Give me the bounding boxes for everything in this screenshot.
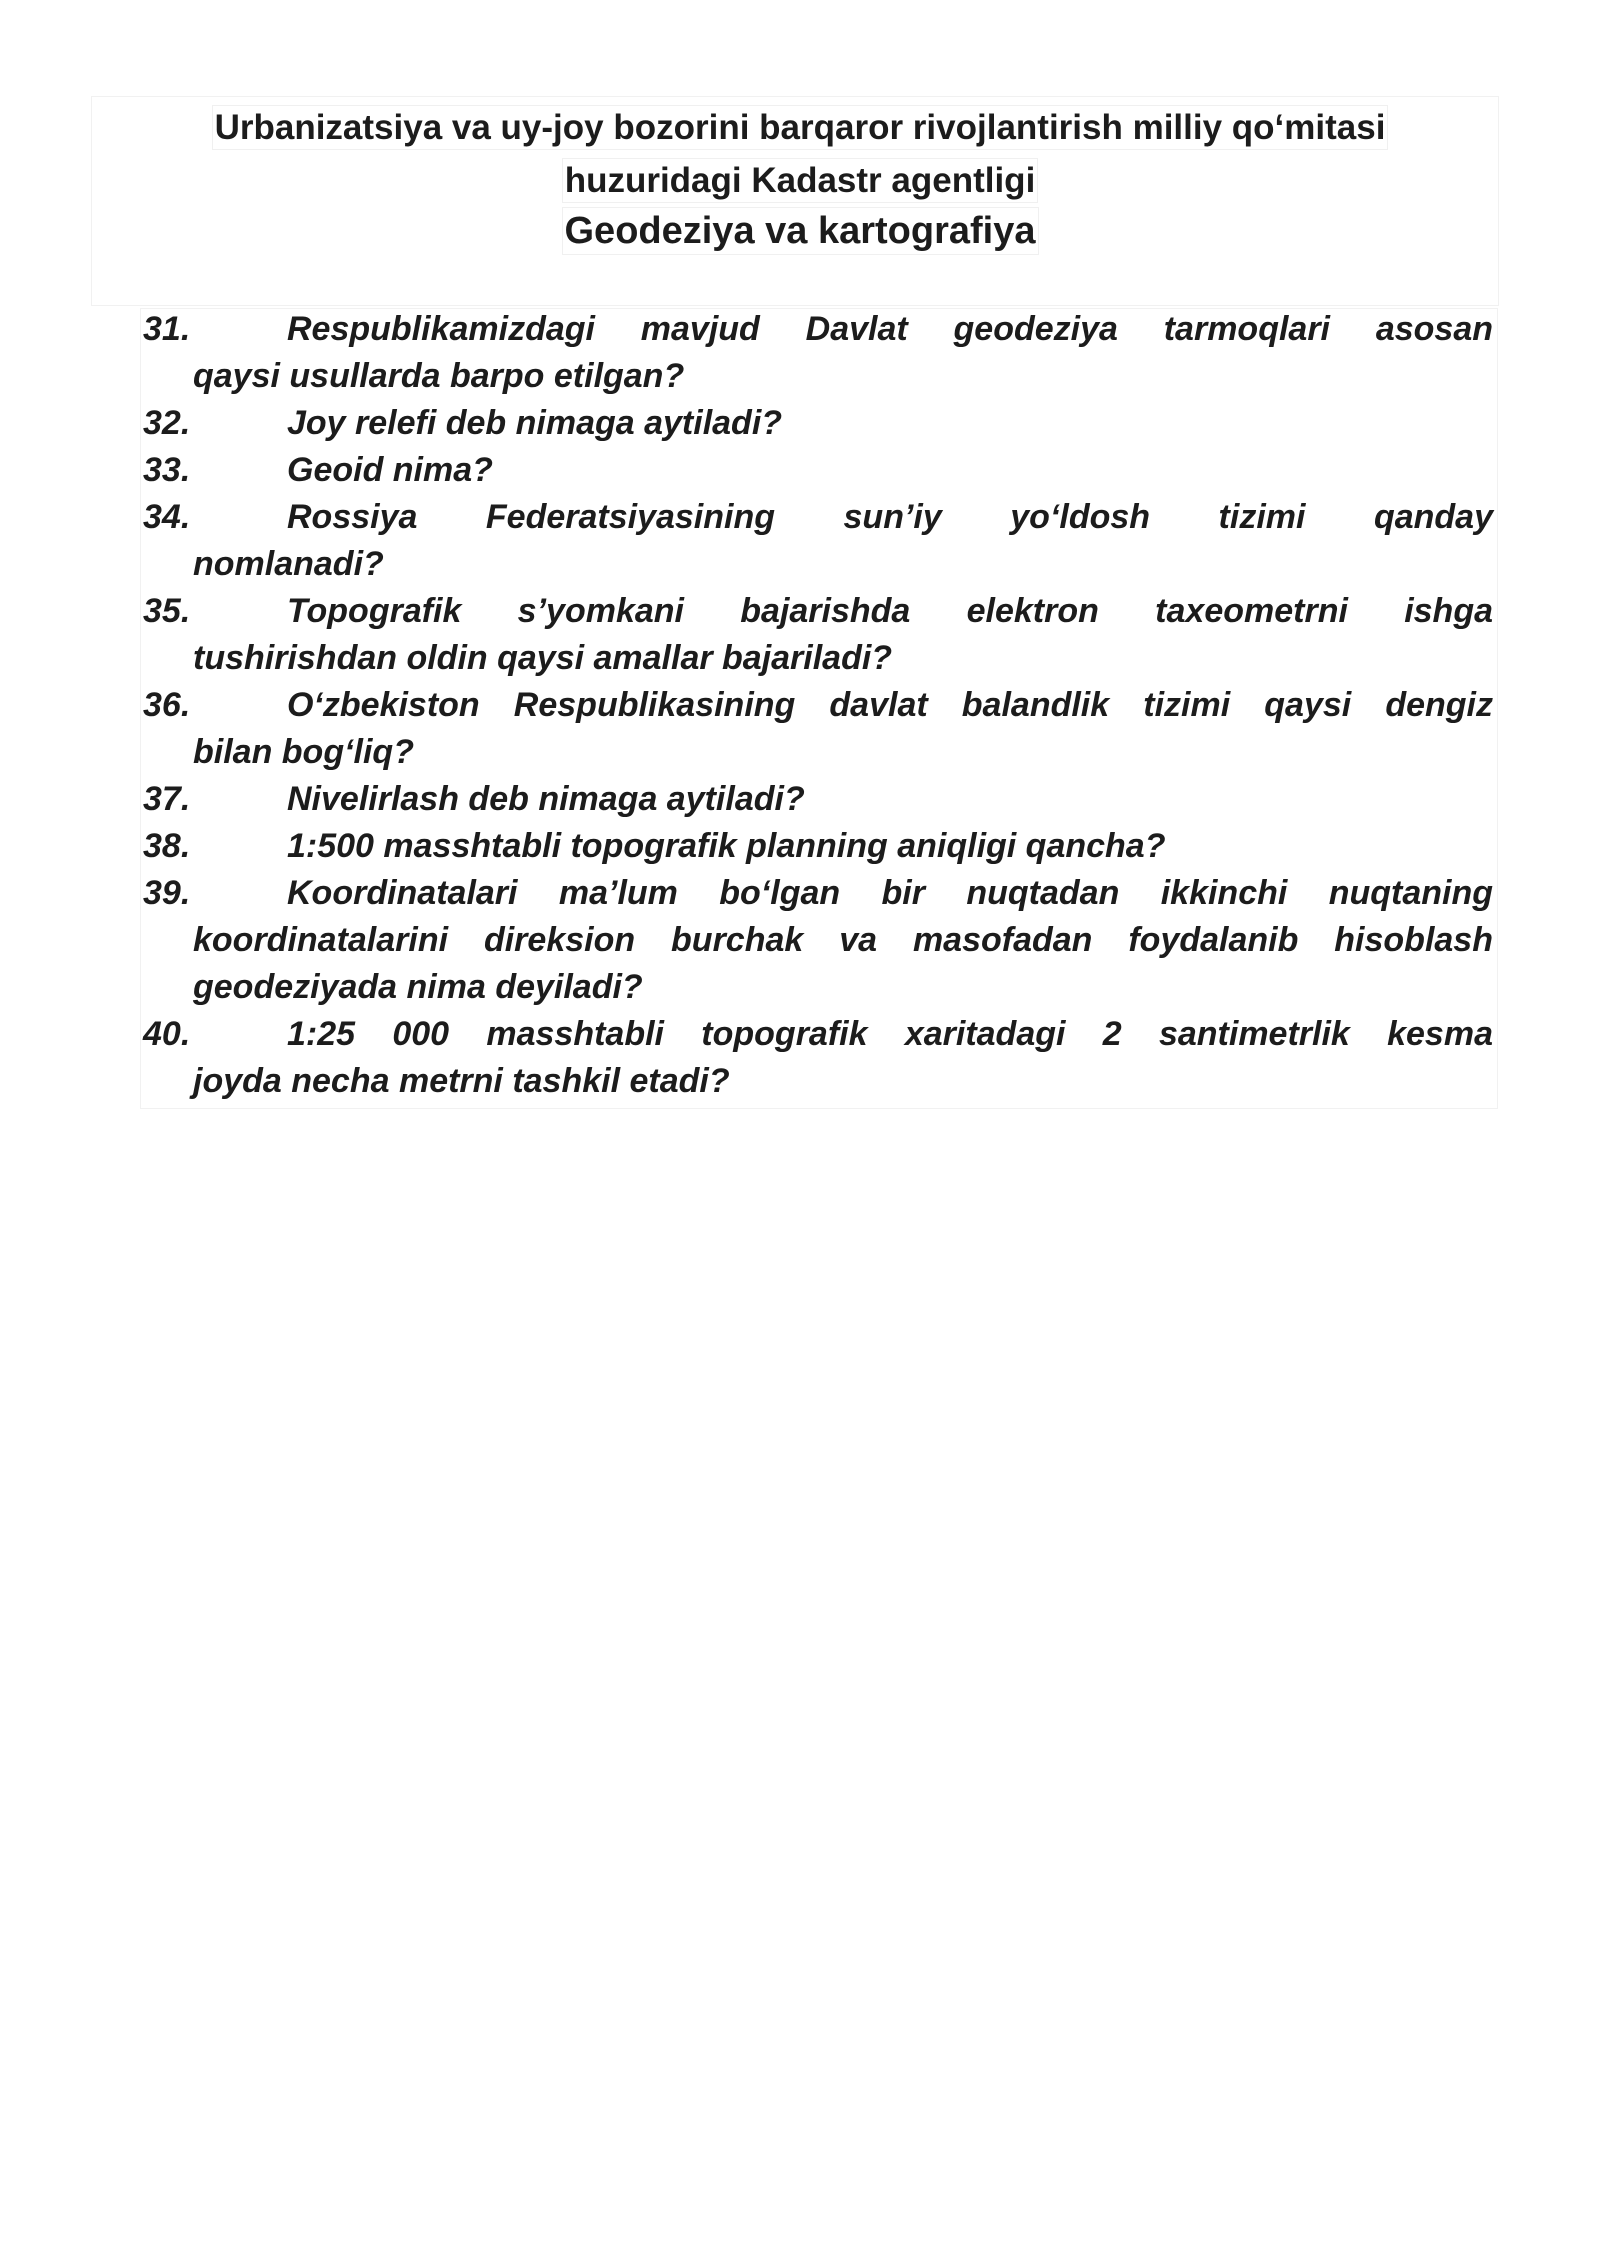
question-text-line: Rossiya Federatsiyasining sun’iy yo‘ldosh tizimi qanday <box>287 498 1493 536</box>
question-number: 38. <box>143 827 191 865</box>
question-text-line: nomlanadi? <box>193 545 384 583</box>
question-number: 40. <box>143 1015 191 1053</box>
question-40 <box>143 1011 1493 1105</box>
question-text-line: 1:500 masshtabli topografik planning aniqligi qancha? <box>287 827 1166 865</box>
question-text-line: Nivelirlash deb nimaga aytiladi? <box>287 780 805 818</box>
question-text-line: koordinatalarini direksion burchak va masofadan foydalanib hisoblash <box>193 921 1493 959</box>
question-text-line: tushirishdan oldin qaysi amallar bajariladi? <box>193 639 893 677</box>
question-number: 33. <box>143 451 191 489</box>
question-text-line: Joy relefi deb nimaga aytiladi? <box>287 404 783 442</box>
question-39 <box>143 870 1493 1011</box>
question-37 <box>143 776 1493 823</box>
header-title-line-1: Urbanizatsiya va uy-joy bozorini barqaror rivojlantirish milliy qo‘mitasi <box>214 108 1386 147</box>
question-text-line: geodeziyada nima deyiladi? <box>193 968 643 1006</box>
question-text-line: joyda necha metrni tashkil etadi? <box>193 1062 730 1100</box>
question-number: 37. <box>143 780 191 818</box>
question-32 <box>143 400 1493 447</box>
question-text-line: Respublikamizdagi mavjud Davlat geodeziya tarmoqlari asosan <box>287 310 1493 348</box>
question-text-line: qaysi usullarda barpo etilgan? <box>193 357 685 395</box>
question-35 <box>143 588 1493 682</box>
question-38 <box>143 823 1493 870</box>
header-subject-title: Geodeziya va kartografiya <box>564 210 1036 252</box>
question-number: 39. <box>143 874 191 912</box>
question-text-line: Geoid nima? <box>287 451 493 489</box>
question-number: 34. <box>143 498 191 536</box>
question-number: 32. <box>143 404 191 442</box>
question-33 <box>143 447 1493 494</box>
question-text-line: Koordinatalari ma’lum bo‘lgan bir nuqtadan ikkinchi nuqtaning <box>287 874 1493 912</box>
question-31 <box>143 306 1493 400</box>
question-number: 36. <box>143 686 191 724</box>
question-text-line: O‘zbekiston Respublikasining davlat balandlik tizimi qaysi dengiz <box>287 686 1493 724</box>
header-title-line-2: huzuridagi Kadastr agentligi <box>564 161 1036 200</box>
question-text-line: Topografik s’yomkani bajarishda elektron taxeometrni ishga <box>287 592 1493 630</box>
question-number: 35. <box>143 592 191 630</box>
question-text-line: bilan bog‘liq? <box>193 733 414 771</box>
question-34 <box>143 494 1493 588</box>
question-text-line: 1:25 000 masshtabli topografik xaritadagi 2 santimetrlik kesma <box>287 1015 1493 1053</box>
question-number: 31. <box>143 310 191 348</box>
question-36 <box>143 682 1493 776</box>
